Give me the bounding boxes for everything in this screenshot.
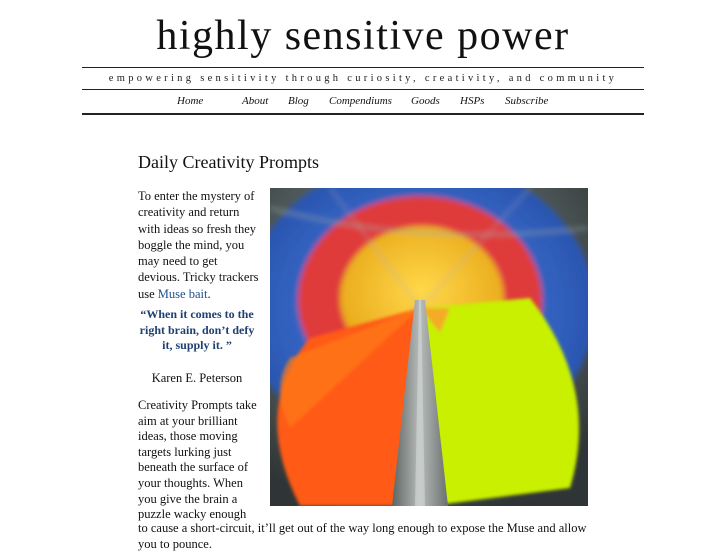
nav-blog[interactable]: Blog [288, 95, 309, 107]
body-line-1: to cause a short-circuit, it’ll get out of the way long enough to expose the Muse and allow [138, 521, 587, 535]
main-nav [82, 94, 644, 110]
nav-about[interactable]: About [242, 95, 269, 107]
nav-compendiums[interactable]: Compendiums [329, 95, 392, 107]
dart-target-image [270, 188, 588, 506]
body-line-2: you to pounce. [138, 536, 212, 551]
header-rule-top [82, 67, 644, 68]
body-paragraph: Creativity Prompts take aim at your brilliant ideas, those moving targets lurking just beneath the surface of your thoughts. When you give the brain a puzzle wacky enough [138, 398, 257, 522]
nav-subscribe[interactable]: Subscribe [505, 95, 549, 107]
tagline: empowering sensitivity through curiosity, creativity, and community [108, 73, 618, 84]
nav-goods[interactable]: Goods [411, 95, 440, 107]
quote-author: Karen E. Peterson [151, 371, 243, 385]
muse-bait-link[interactable]: Muse bait [157, 286, 208, 301]
intro-paragraph [138, 188, 262, 302]
pull-quote: “When it comes to the right brain, don’t defy it, supply it. ” [139, 307, 255, 352]
intro-text: To enter the mystery of creativity and return with ideas so fresh they boggle the mind, you may need to get devious. Tricky trackers use [138, 189, 259, 301]
body-paragraph-continued [138, 521, 608, 552]
site-title: highly sensitive power [156, 13, 570, 59]
nav-home[interactable]: Home [177, 95, 204, 107]
intro-period: . [207, 286, 211, 301]
header-rule-mid [82, 89, 644, 90]
dart-target-illustration [270, 188, 588, 506]
header-rule-bottom [82, 113, 644, 115]
page-title: Daily Creativity Prompts [138, 152, 319, 172]
nav-hsps[interactable]: HSPs [460, 95, 485, 107]
